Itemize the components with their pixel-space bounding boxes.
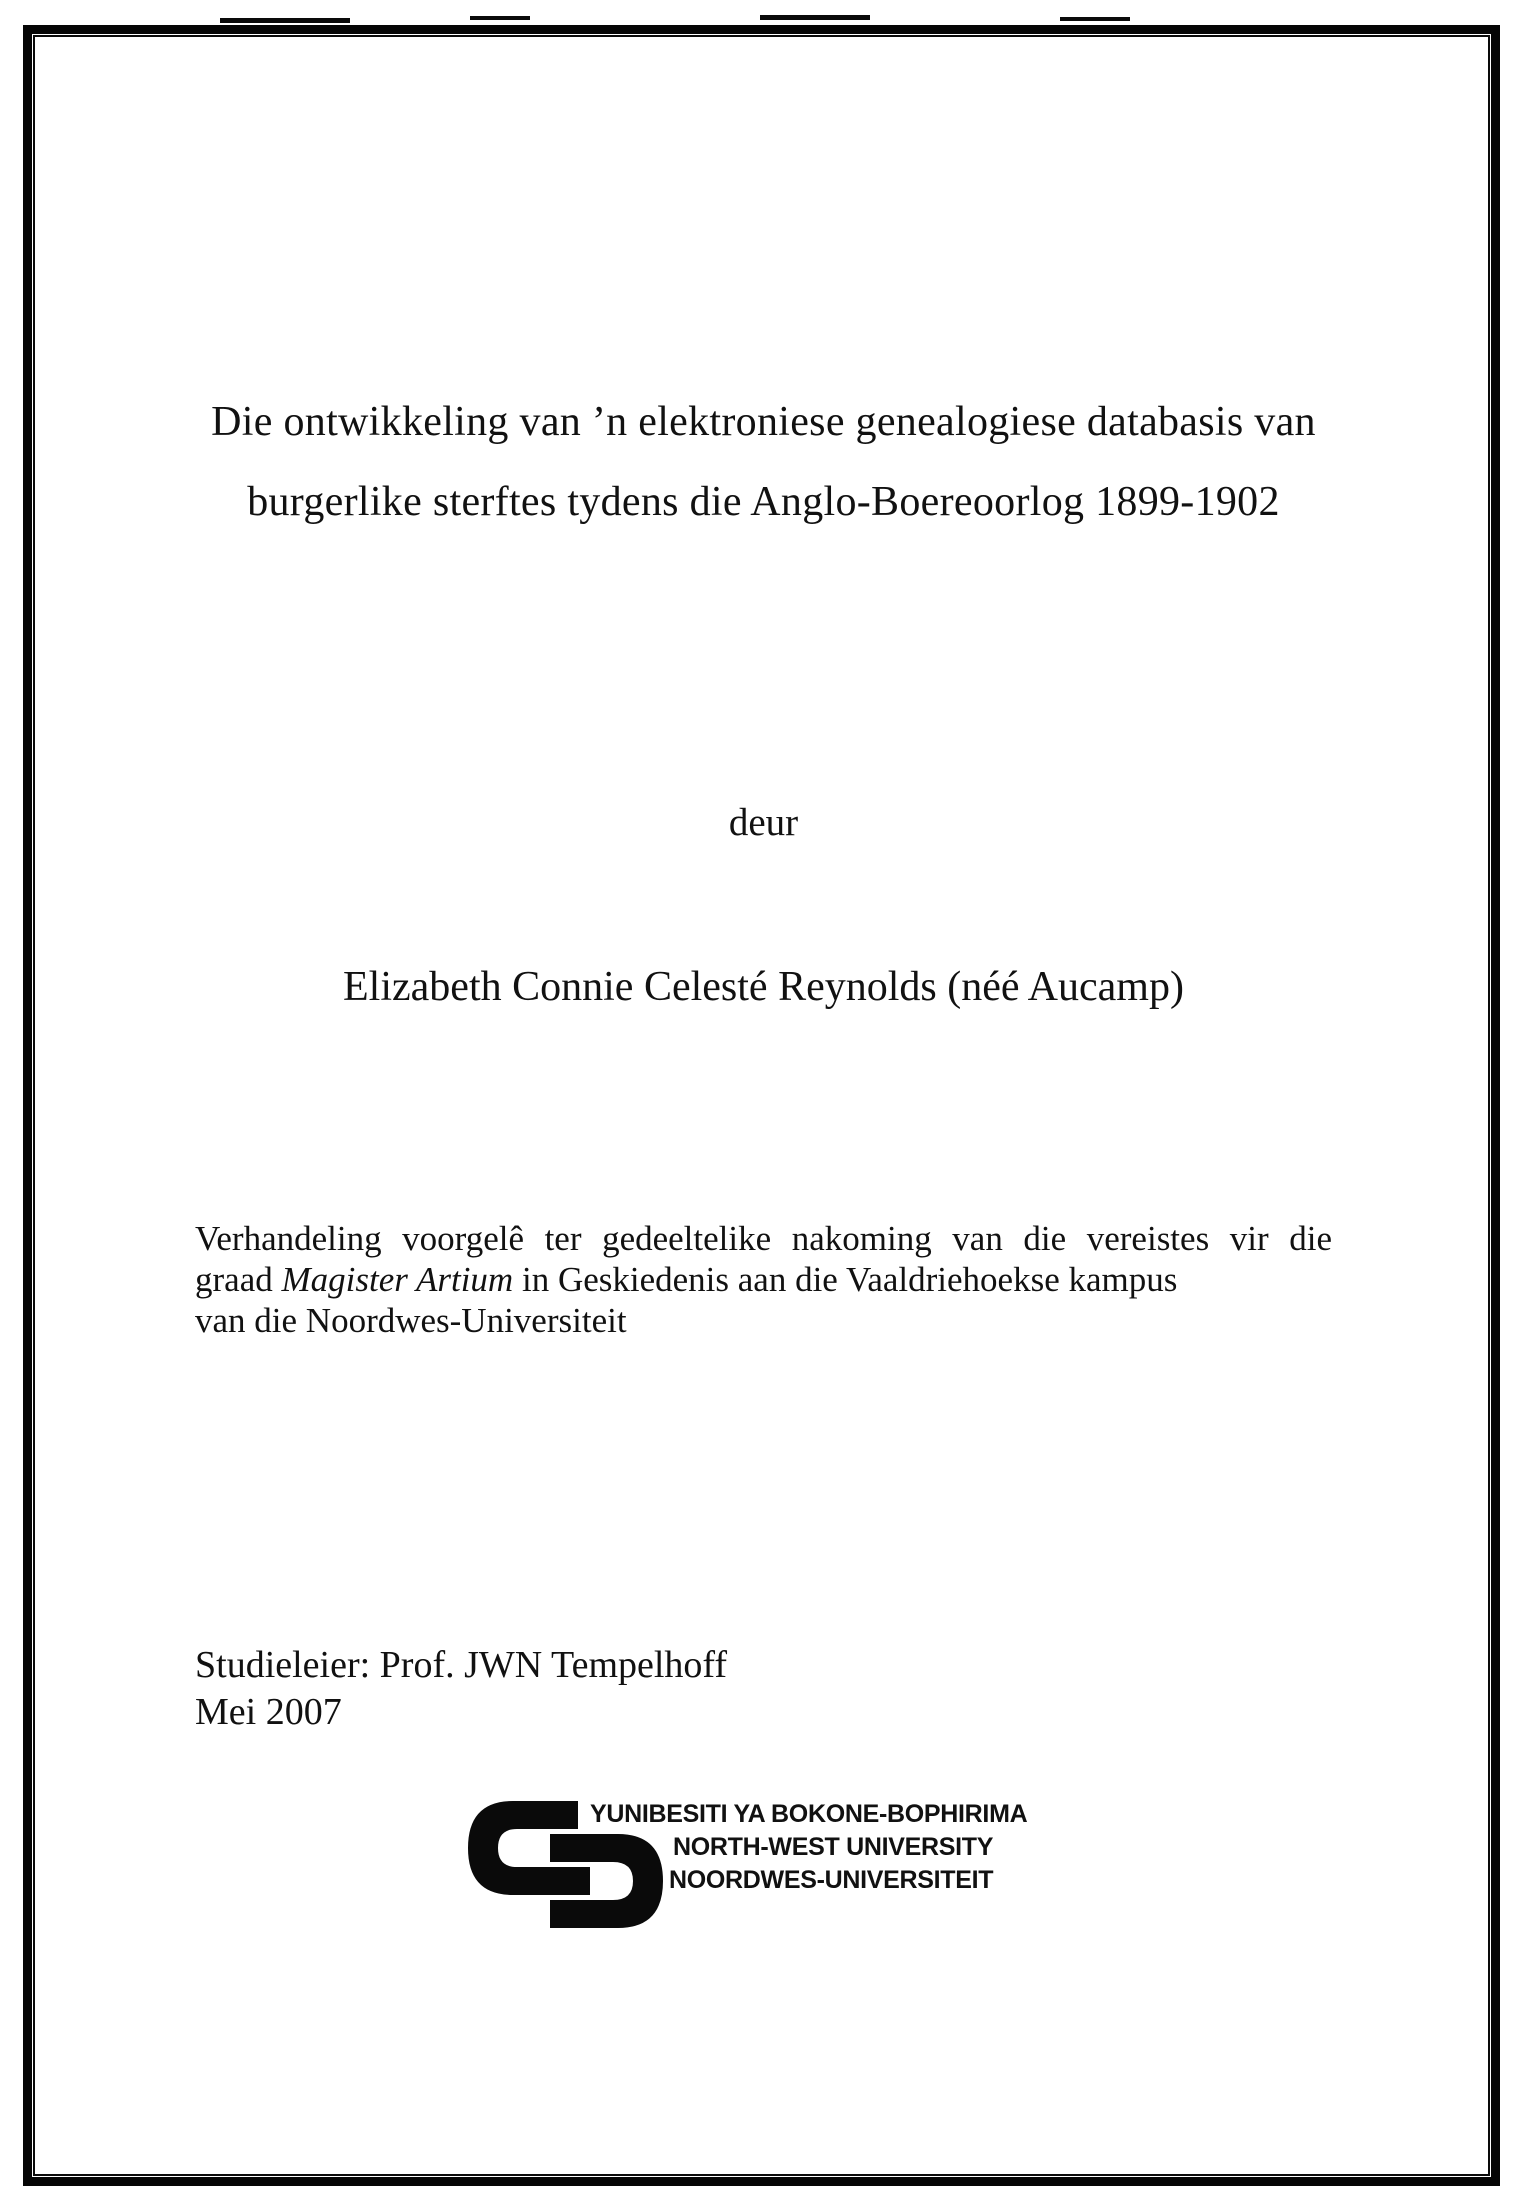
scan-artifact (760, 15, 870, 20)
submission-statement (195, 1218, 1332, 1341)
logo-text-setswana: YUNIBESITI YA BOKONE-BOPHIRIMA (590, 1800, 1028, 1828)
university-logo-text (590, 1798, 1027, 1897)
submission-line2-prefix: graad (195, 1260, 282, 1299)
logo-text-afrikaans: NOORDWES-UNIVERSITEIT (669, 1866, 994, 1894)
logo-text-english: NORTH-WEST UNIVERSITY (673, 1833, 994, 1861)
byline-label: deur (728, 801, 799, 844)
thesis-title-line2: burgerlike sterftes tydens die Anglo-Boereoorlog 1899-1902 (247, 479, 1280, 525)
thesis-title (60, 382, 1467, 542)
submission-line3: van die Noordwes-Universiteit (195, 1301, 627, 1340)
supervisor-line: Studieleier: Prof. JWN Tempelhoff (195, 1644, 728, 1686)
submission-line1: Verhandeling voorgelê ter gedeeltelike nakoming van die vereistes vir die (195, 1219, 1332, 1258)
date-line: Mei 2007 (195, 1691, 342, 1733)
author-name: Elizabeth Connie Celesté Reynolds (néé Aucamp) (343, 964, 1184, 1010)
university-logo (465, 1793, 1115, 1943)
scan-artifact (470, 16, 530, 20)
submission-line2-suffix: in Geskiedenis aan die Vaaldriehoekse kampus (513, 1260, 1178, 1299)
scan-artifact (220, 18, 350, 23)
supervisor-block (195, 1642, 727, 1736)
submission-line2 (195, 1259, 1332, 1300)
thesis-title-line1: Die ontwikkeling van ’n elektroniese genealogiese databasis van (211, 399, 1316, 445)
scan-artifact (1060, 17, 1130, 21)
degree-name: Magister Artium (281, 1260, 514, 1299)
